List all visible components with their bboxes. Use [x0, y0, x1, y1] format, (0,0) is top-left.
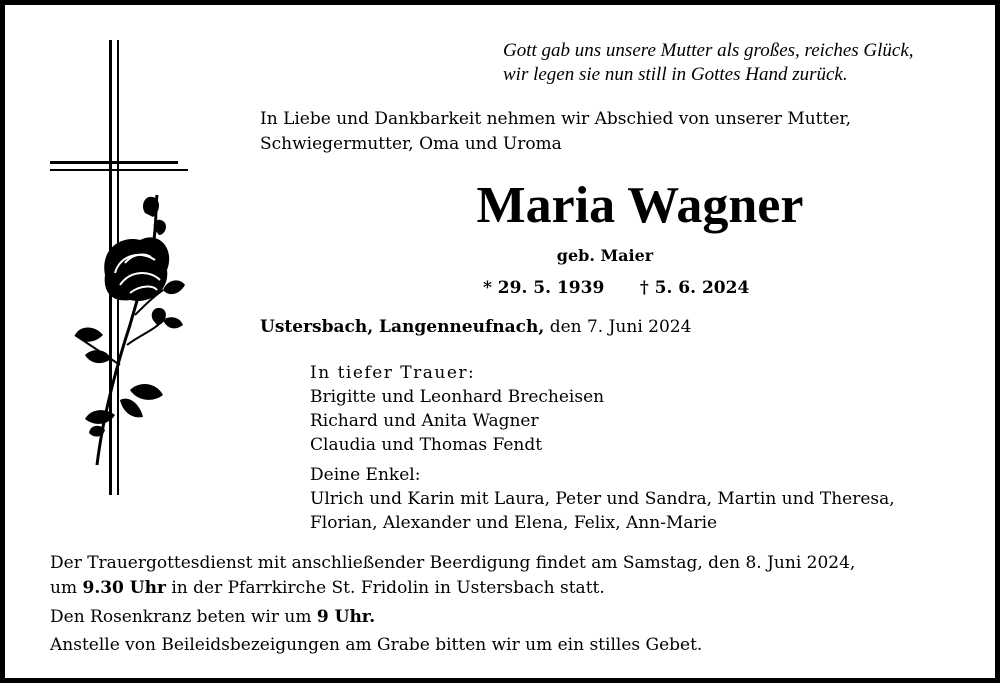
life-dates	[483, 278, 783, 298]
mourners-heading: In tiefer Trauer:	[310, 363, 476, 383]
deceased-name: Maria Wagner	[476, 177, 804, 234]
service-line-2	[50, 576, 962, 601]
grandchildren-line-1: Ulrich und Karin mit Laura, Peter und Sandra, Martin und Theresa,	[310, 489, 895, 509]
cross-with-rose-icon	[45, 35, 195, 505]
mourner-name: Claudia und Thomas Fendt	[310, 435, 543, 455]
places: Ustersbach, Langenneufnach,	[260, 317, 545, 337]
grandchildren-line-2: Florian, Alexander und Elena, Felix, Ann-Marie	[310, 513, 718, 533]
funeral-service-info	[50, 551, 962, 601]
maiden-name: geb. Maier	[556, 246, 654, 265]
mourners-block	[310, 361, 604, 457]
death-date: † 5. 6. 2024	[639, 278, 750, 298]
intro-line-1: In Liebe und Dankbarkeit nehmen wir Abschied von unserer Mutter,	[260, 109, 852, 129]
rosary-time: 9 Uhr.	[316, 607, 376, 627]
grandchildren-block	[310, 463, 895, 535]
birth-date: * 29. 5. 1939	[483, 278, 605, 298]
rosary-info	[50, 607, 375, 627]
silent-prayer-request: Anstelle von Beileidsbezeigungen am Grabe bitten wir um ein stilles Gebet.	[50, 635, 703, 655]
intro-text	[260, 107, 960, 157]
grandchildren-heading: Deine Enkel:	[310, 465, 421, 485]
motto	[503, 39, 973, 87]
service-line-2-pre: um	[50, 578, 83, 598]
mourner-name: Brigitte und Leonhard Brecheisen	[310, 387, 605, 407]
mourner-name: Richard und Anita Wagner	[310, 411, 539, 431]
rosary-text: Den Rosenkranz beten wir um	[50, 607, 317, 627]
service-line-2-post: in der Pfarrkirche St. Fridolin in Ustersbach statt.	[165, 578, 605, 598]
motto-line-2: wir legen sie nun still in Gottes Hand zurück.	[503, 64, 848, 85]
service-line-1: Der Trauergottesdienst mit anschließender Beerdigung findet am Samstag, den 8. Juni 2024,	[50, 553, 856, 573]
notice-date: den 7. Juni 2024	[544, 317, 692, 337]
service-time: 9.30 Uhr	[82, 578, 166, 598]
motto-line-1: Gott gab uns unsere Mutter als großes, reiches Glück,	[503, 40, 914, 61]
intro-line-2: Schwiegermutter, Oma und Uroma	[260, 134, 562, 154]
place-date	[260, 317, 691, 337]
